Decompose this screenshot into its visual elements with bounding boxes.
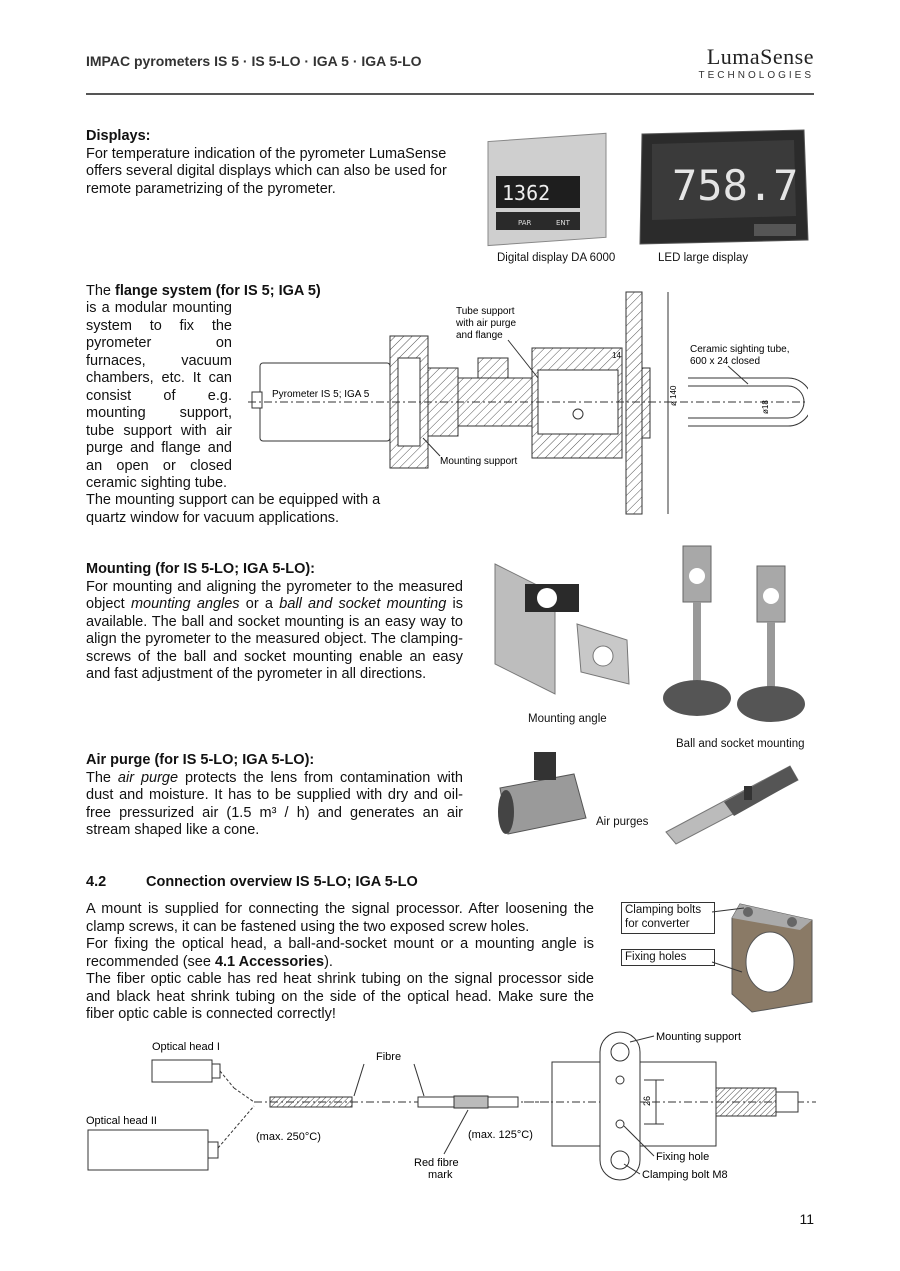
ceramic-tube-label-1: Ceramic sighting tube, — [690, 344, 790, 355]
clamping-bolt-label: Clamping bolt M8 — [642, 1169, 728, 1181]
connection-diagram — [84, 1022, 816, 1190]
lumasense-logo — [680, 44, 816, 84]
header-rule — [86, 93, 814, 95]
optical-head-2-label: Optical head II — [86, 1115, 157, 1127]
displays-section — [86, 128, 466, 198]
fixing-holes-label: Fixing holes — [621, 949, 715, 966]
logo-tagline: TECHNOLOGIES — [698, 70, 814, 81]
air-purge-small-photo — [498, 752, 586, 834]
mounting-photos — [485, 544, 815, 734]
air-purge-body: The air purge protects the lens from contamination with dust and moisture. It has to be supplied with dry and oil-free pressurized air (1.5 m³ / h) and generates an air stream shaped like a cone. — [86, 769, 463, 838]
led-display-caption: LED large display — [658, 252, 749, 264]
dim-140: ø 140 — [669, 385, 678, 406]
air-purges-caption: Air purges — [596, 816, 649, 828]
ball-socket-caption: Ball and socket mounting — [676, 738, 805, 750]
dim-26: 26 — [642, 1095, 652, 1106]
section-number: 4.2 — [86, 874, 107, 890]
fixing-hole-label: Fixing hole — [656, 1151, 710, 1163]
mounting-angle-photo — [495, 564, 629, 694]
connection-para-2: For fixing the optical head, a ball-and-socket mount or a mounting angle is recommended (see 4.1 Accessories). — [86, 936, 594, 970]
optical-head-1-label: Optical head I — [152, 1041, 220, 1053]
section-heading — [86, 874, 418, 890]
page-number: 11 — [799, 1211, 814, 1227]
mounting-heading: Mounting (for IS 5-LO; IGA 5-LO): — [86, 561, 316, 577]
clamping-bolts-label: Clamping bolts for converter — [621, 902, 715, 934]
connection-para-1: A mount is supplied for connecting the signal processor. After loosening the clamp screws, it can be fastened using the two exposed screw holes. — [86, 901, 594, 935]
flange-system-diagram — [248, 288, 808, 518]
logo-wordmark: LumaSense — [706, 44, 814, 69]
tube-support-label-3: and flange — [456, 330, 503, 341]
par-key-label: PAR — [518, 219, 532, 227]
max-125-label: (max. 125°C) — [468, 1129, 533, 1141]
mounting-support-diagram-label: Mounting support — [656, 1031, 741, 1043]
ent-key-label: ENT — [556, 219, 570, 227]
ball-and-socket-photo — [663, 546, 805, 722]
max-250-label: (max. 250°C) — [256, 1131, 321, 1143]
document-header-title: IMPAC pyrometers IS 5 · IS 5-LO · IGA 5 · IGA 5-LO — [86, 53, 422, 69]
flange-body-2: The mounting support can be equipped with a quartz window for vacuum applications. — [86, 492, 381, 526]
flange-intro-plain: The — [86, 283, 116, 299]
fibre-label: Fibre — [376, 1051, 402, 1063]
flange-body: is a modular mounting system to fix the pyrometer on furnaces, vacuum chambers, etc. It can consist of e.g. mounting support, tube support with air purge and flange and an open or closed ceramic sighting tube. — [86, 300, 232, 491]
section-title: Connection overview IS 5-LO; IGA 5-LO — [146, 874, 418, 890]
ceramic-tube-label-2: 600 x 24 closed — [690, 356, 761, 367]
red-fibre-label-2: mark — [428, 1169, 453, 1181]
flange-intro-bold: flange system (for IS 5; IGA 5) — [115, 283, 321, 299]
displays-body: For temperature indication of the pyrometer LumaSense offers several digital displays which can also be used for remote parametrizing of the pyrometer. — [86, 145, 447, 197]
mounting-support-label: Mounting support — [440, 456, 518, 467]
tube-support-label-1: Tube support — [456, 306, 515, 317]
dim-18: ø18 — [761, 400, 770, 414]
displays-heading: Displays: — [86, 128, 151, 144]
digital-display-caption: Digital display DA 6000 — [497, 252, 616, 264]
air-purge-section — [86, 752, 463, 840]
mounting-body: For mounting and aligning the pyrometer to the measured object mounting angles or a ball and socket mounting is available. The ball and socket mounting is an easy way to align the pyrometer to the measured object. The clamping-screws of the ball and socket mounting enable an easy and fast adjustment of the pyrometer in all directions. — [86, 578, 464, 682]
pyrometer-label: Pyrometer IS 5; IGA 5 — [272, 389, 370, 400]
connection-text — [86, 901, 594, 1024]
air-purge-heading: Air purge (for IS 5-LO; IGA 5-LO): — [86, 752, 315, 768]
red-fibre-label-1: Red fibre — [414, 1157, 459, 1169]
dim-14: 14 — [612, 351, 621, 360]
digital-display-photo — [488, 133, 606, 245]
tube-support-label-2: with air purge — [456, 318, 517, 329]
air-purge-tube-photo — [666, 766, 798, 844]
led-large-display-photo — [640, 130, 808, 244]
displays-photos — [482, 128, 812, 256]
mounting-angle-caption: Mounting angle — [528, 713, 607, 725]
small-display-readout: 1362 — [502, 181, 551, 205]
large-display-readout: 758.7 — [672, 161, 799, 210]
connection-para-3: The fiber optic cable has red heat shrink tubing on the signal processor side and black heat shrink tubing on the side of the optical head. Make sure the fiber optic cable is connected correctly! — [86, 971, 594, 1022]
air-purge-photos — [494, 748, 804, 848]
mounting-section — [86, 561, 463, 684]
